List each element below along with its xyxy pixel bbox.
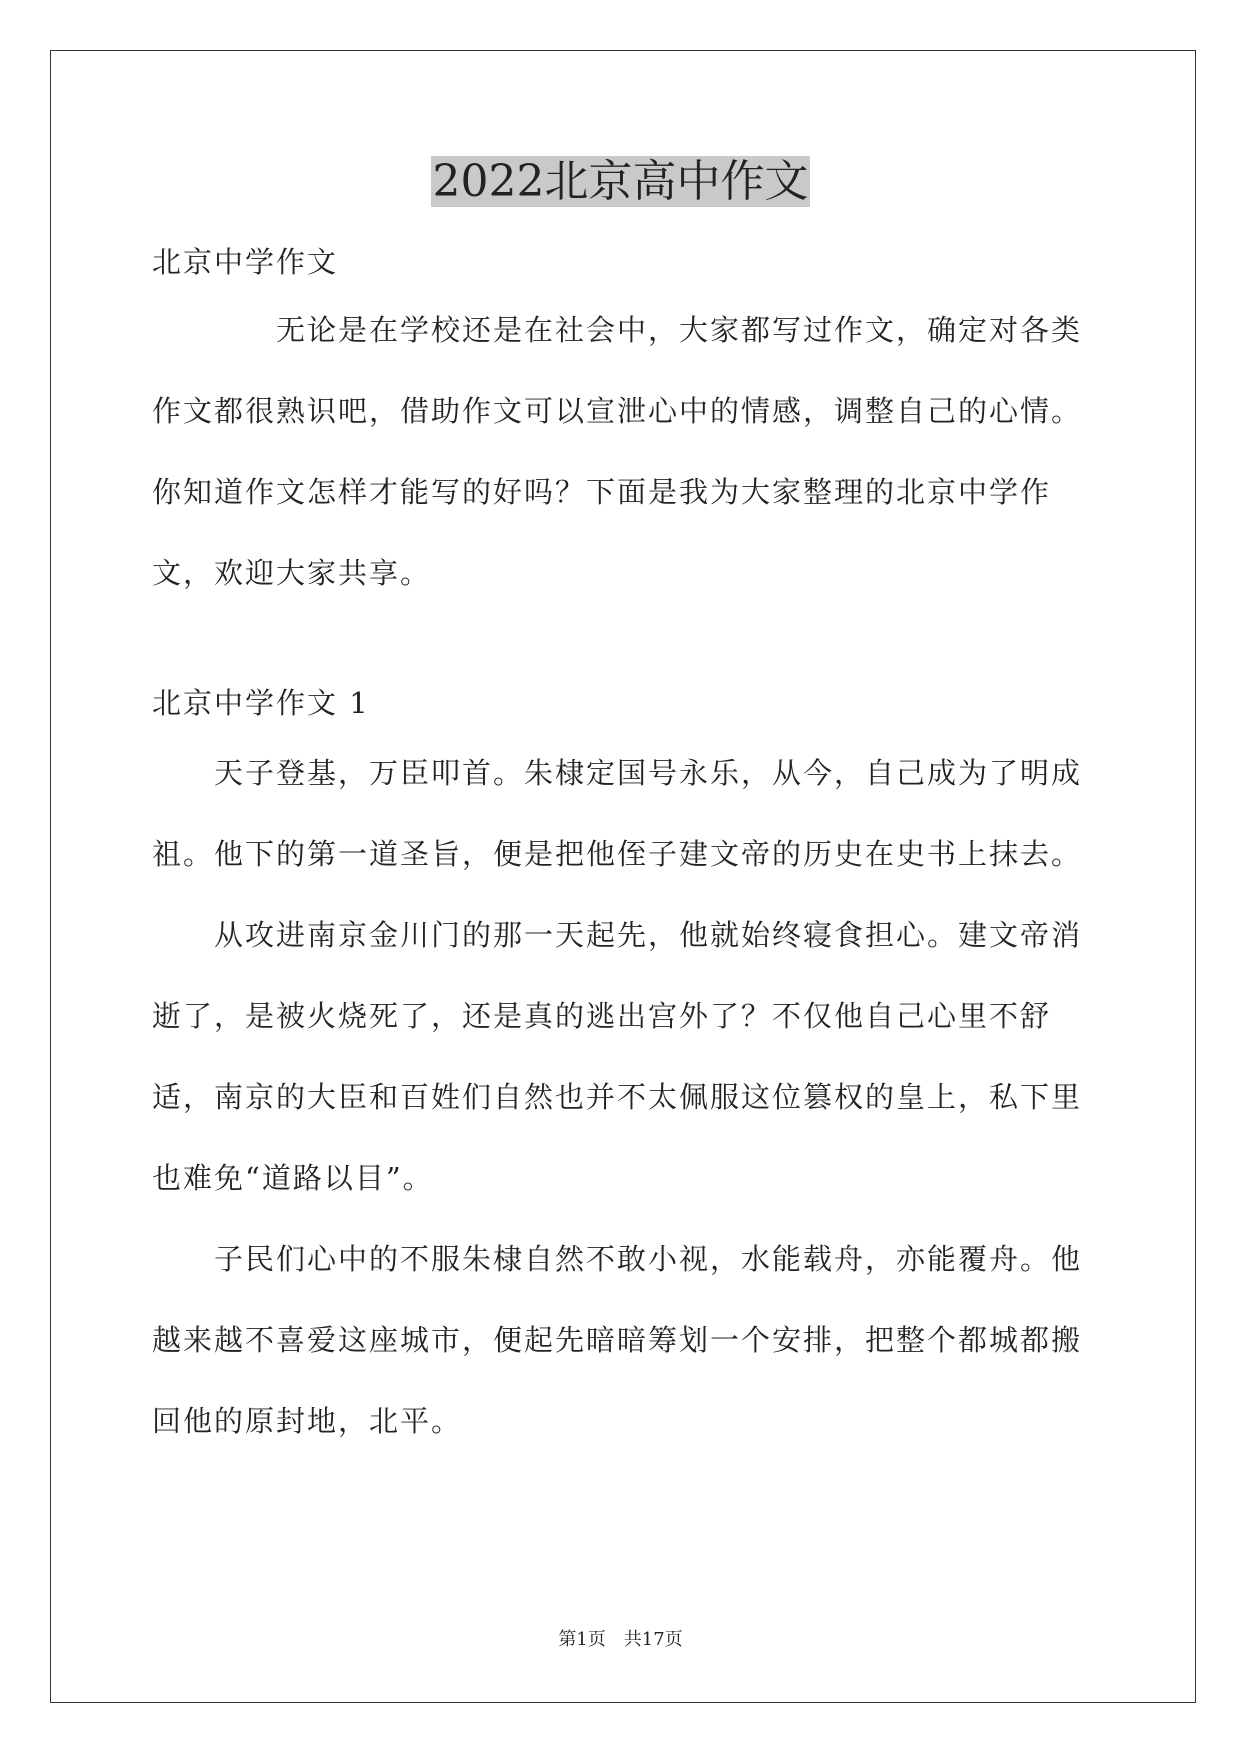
body-paragraph-3: 子民们心中的不服朱棣自然不敢小视，水能载舟，亦能覆舟。他越来越不喜爱这座城市，便起先暗暗筹划一个安排，把整个都城都搬回他的原封地，北平。 [152, 1242, 1083, 1438]
document-title-text: 2022北京高中作文 [432, 156, 809, 207]
page-total: 共17页 [623, 1629, 683, 1650]
page-footer [0, 1628, 1241, 1652]
page-number: 第1页 [558, 1629, 606, 1650]
intro-heading: 北京中学作文 [152, 245, 339, 279]
body-paragraph-1: 天子登基，万臣叩首。朱棣定国号永乐，从今，自己成为了明成祖。他下的第一道圣旨，便是把他侄子建文帝的历史在史书上抹去。 [152, 756, 1083, 871]
document-title [0, 152, 1241, 212]
body-paragraph-2: 从攻进南京金川门的那一天起先，他就始终寝食担心。建文帝消逝了，是被火烧死了，还是真的逃出宫外了？不仅他自己心里不舒适，南京的大臣和百姓们自然也并不太佩服这位篡权的皇上，私下里也难免“道路以目”。 [152, 918, 1083, 1195]
section-heading: 北京中学作文 1 [152, 686, 370, 720]
intro-paragraph: 无论是在学校还是在社会中，大家都写过作文，确定对各类作文都很熟识吧，借助作文可以宣泄心中的情感，调整自己的心情。你知道作文怎样才能写的好吗？下面是我为大家整理的北京中学作文，欢迎大家共享。 [152, 313, 1083, 590]
